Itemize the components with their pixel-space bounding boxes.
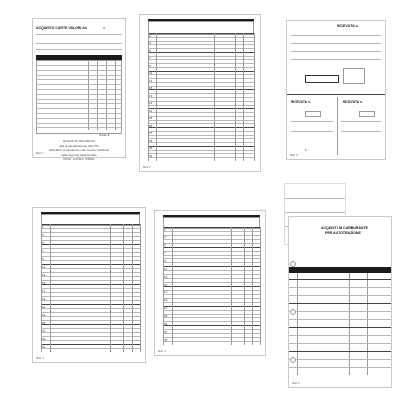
form-ricevuta [286,20,386,160]
table-row [36,84,122,85]
row-number: 9 [164,258,166,263]
register-row [148,41,254,42]
register-row [163,231,260,232]
register-row [41,260,140,261]
carburante-row [289,287,391,288]
table-row [36,75,122,76]
register-row [41,304,140,305]
register-row [148,112,254,113]
notice-line: dati di identificazione dell' IVA [59,143,99,148]
register-row [148,63,254,64]
carburante-row [289,351,391,352]
register-row [41,256,140,257]
form-carburante [288,216,392,388]
register-row [148,48,254,49]
register-column [140,224,141,352]
row-number: 19 [42,296,46,301]
register-row [163,266,260,267]
row-number: 25 [149,123,153,128]
row-number: 9 [42,256,44,261]
register-column [235,33,236,161]
row-number: 27 [164,329,168,334]
notice-line: dell'ufficio competente e del numero attribuito [48,148,110,152]
register-column [41,224,42,352]
row-number: 29 [149,138,153,143]
carburante-row [289,359,391,360]
register-row [148,56,254,57]
row-number: 3 [149,41,151,46]
register-row [148,86,254,87]
register-row [148,59,254,60]
register-row [163,274,260,275]
register-column [172,227,173,345]
table-row [36,113,122,114]
row-number: 21 [164,306,168,311]
row-number: 5 [42,240,44,245]
carburante-title-line2: PER AUTOTRAZIONE [325,231,361,235]
register-row [41,244,140,245]
table-row [36,123,122,124]
row-number: 7 [42,248,44,253]
register-row [163,247,260,248]
row-number: 15 [149,86,153,91]
row-number: 3 [164,235,166,240]
table-row [36,108,122,109]
register-column [110,224,111,352]
form-footer: Mod. 3 [36,357,44,360]
register-row [41,252,140,253]
register-row [148,108,254,109]
register-row [41,332,140,333]
register-row [163,341,260,342]
register-row [41,316,140,317]
ricevuta-title-top: RICEVUTA n. [337,24,359,28]
register-row [41,224,140,225]
row-number: 11 [149,71,153,76]
row-number: 31 [149,146,153,151]
notice-line: dalla Agenzia delle Entrate [61,152,97,157]
register-column [156,33,157,161]
total-label: Totale € [99,133,110,137]
row-number: 5 [149,48,151,53]
row-number: 23 [164,314,168,319]
register-row [41,336,140,337]
register-row [148,67,254,68]
row-number: 31 [42,344,46,349]
row-number: 27 [42,328,46,333]
euro-label: € [305,148,307,152]
row-number: 1 [164,227,166,232]
form-footer: Mod. 5 [290,154,298,157]
row-number: 13 [149,78,153,83]
ricevuta-title-left: RICEVUTA n. [291,100,311,104]
row-number: 21 [149,108,153,113]
register-row [163,255,260,256]
register-row [163,306,260,307]
register-column [214,33,215,161]
register-row [148,74,254,75]
row-number: 23 [149,116,153,121]
register-row [41,344,140,345]
row-number: 1 [42,224,44,229]
register-row [163,239,260,240]
table-row [36,65,122,66]
register-row [163,298,260,299]
register-row [163,262,260,263]
register-row [148,157,254,158]
carburante-row [289,327,391,328]
carburante-row [289,279,391,280]
register-row [148,138,254,139]
register-row [41,340,140,341]
register-row [163,278,260,279]
register-row [163,325,260,326]
register-column [123,224,124,352]
row-number: 1 [149,33,151,38]
carburante-row [289,295,391,296]
form-register-1 [139,14,261,172]
register-row [41,280,140,281]
row-number: 7 [149,56,151,61]
register-column [254,33,255,161]
register-row [148,116,254,117]
row-number: 25 [164,321,168,326]
table-row [36,118,122,119]
register-row [148,52,254,53]
register-row [163,227,260,228]
register-row [163,314,260,315]
row-number: 19 [164,298,168,303]
register-row [41,240,140,241]
form-footer: Mod. 2 [143,166,151,169]
register-row [41,264,140,265]
row-number: 25 [42,320,46,325]
register-row [41,348,140,349]
register-row [148,105,254,106]
register-row [163,317,260,318]
carburante-row [289,311,391,312]
table-row [36,94,122,95]
row-number: 27 [149,131,153,136]
register-row [148,44,254,45]
table-row [36,127,122,128]
ricevuta-title-right: RICEVUTA n. [343,100,363,104]
form-footer: Mod. 6 [292,382,300,385]
register-row [41,324,140,325]
register-row [41,288,140,289]
row-number: 17 [149,93,153,98]
punch-hole [290,309,296,315]
register-row [163,294,260,295]
row-number: 3 [42,232,44,237]
row-number: 33 [149,153,153,158]
register-row [148,131,254,132]
register-column [260,227,261,345]
form-acquisto-carte-valori [32,18,126,161]
carburante-row [289,335,391,336]
punch-hole [290,261,296,267]
register-row [41,284,140,285]
register-row [41,300,140,301]
register-row [148,135,254,136]
form-number-label: N. [103,26,106,30]
table-row [36,70,122,71]
register-row [163,243,260,244]
register-row [163,235,260,236]
row-number: 15 [42,280,46,285]
register-row [148,150,254,151]
register-row [148,153,254,154]
register-row [148,101,254,102]
register-row [41,296,140,297]
register-column [50,224,51,352]
register-column [252,227,253,345]
row-number: 29 [42,336,46,341]
register-row [41,312,140,313]
carburante-title-line1: ACQUISTI DI CARBURANTE [321,226,368,230]
row-number: 11 [42,264,46,269]
carburante-row [289,367,391,368]
register-row [148,82,254,83]
punch-hole [290,357,296,363]
register-row [148,89,254,90]
amount-box [305,75,339,83]
register-row [41,320,140,321]
register-row [41,228,140,229]
row-number: 21 [42,304,46,309]
register-row [163,282,260,283]
row-number: 23 [42,312,46,317]
register-column [132,224,133,352]
register-row [41,272,140,273]
register-row [163,290,260,291]
register-row [163,329,260,330]
register-column [231,227,232,345]
form-register-3 [154,210,266,356]
register-column [148,33,149,161]
register-row [148,71,254,72]
register-row [163,337,260,338]
register-row [148,127,254,128]
notice-line: DATA, LUOGO, FIRMA [63,157,95,161]
register-row [163,310,260,311]
form-footer: Mod. 1 [36,152,44,155]
row-number: 5 [164,243,166,248]
register-column [163,227,164,345]
register-row [163,270,260,271]
register-row [41,248,140,249]
table-row [36,89,122,90]
register-row [148,37,254,38]
register-row [41,308,140,309]
register-row [148,78,254,79]
register-row [41,276,140,277]
row-number: 7 [164,251,166,256]
register-row [41,292,140,293]
stamp-box [343,68,365,84]
register-row [148,146,254,147]
row-number: 13 [42,272,46,277]
register-row [163,321,260,322]
register-column [244,227,245,345]
register-row [41,232,140,233]
register-row [41,236,140,237]
row-number: 9 [149,63,151,68]
row-number: 17 [42,288,46,293]
register-row [148,123,254,124]
register-row [148,33,254,34]
register-row [148,93,254,94]
notice-line: QUANTITA' RICHIESTA [62,139,96,143]
table-row [36,99,122,100]
row-number: 19 [149,101,153,106]
register-row [163,251,260,252]
register-row [163,258,260,259]
row-number: 17 [164,290,168,295]
table-row [36,103,122,104]
carburante-row [289,303,391,304]
row-number: 11 [164,266,168,271]
row-number: 15 [164,282,168,287]
row-number: 29 [164,337,168,342]
carburante-row [289,343,391,344]
form-title: ACQUISTO CARTE VALORI A4 [36,26,87,30]
register-row [41,268,140,269]
register-row [163,286,260,287]
row-number: 13 [164,274,168,279]
register-row [148,97,254,98]
register-row [148,142,254,143]
register-column [243,33,244,161]
register-row [41,328,140,329]
table-row [36,79,122,80]
form-footer: Mod. 4 [158,350,166,353]
register-row [163,302,260,303]
carburante-row [289,319,391,320]
register-row [163,333,260,334]
form-register-2 [32,207,146,363]
register-row [148,120,254,121]
carburante-header-bar [289,267,391,273]
